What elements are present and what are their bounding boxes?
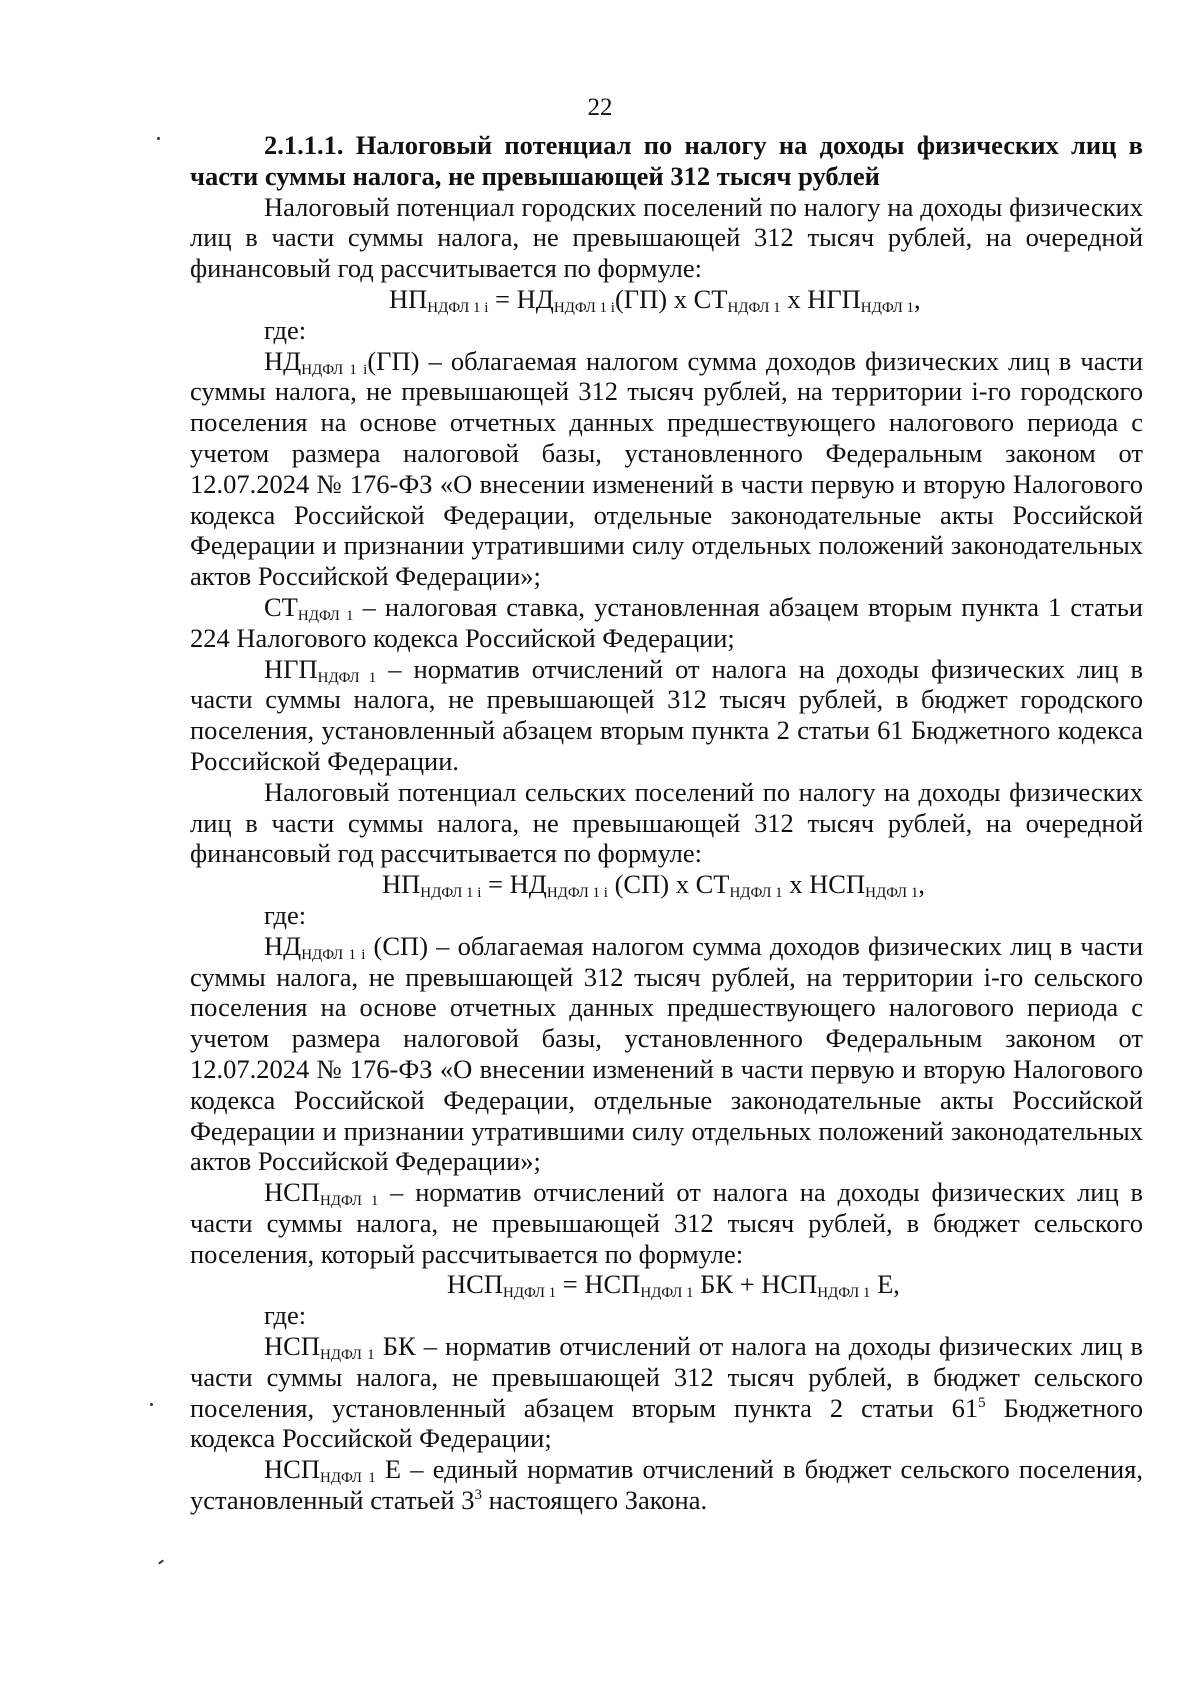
formula-subscript: НДФЛ 1 (865, 885, 919, 902)
formula-term: , (918, 869, 925, 900)
formula-nsp (190, 1269, 1143, 1300)
definition-subscript: НДФЛ 1 i (301, 361, 368, 378)
formula-subscript: НДФЛ 1 i (546, 885, 608, 902)
definition-symbol: НСП (264, 1177, 320, 1208)
formula-subscript: НДФЛ 1 (502, 1285, 557, 1302)
definition-subscript: НДФЛ 1 (319, 1470, 376, 1487)
formula-term: (ГП) х СТ (614, 283, 728, 314)
formula-term: х НСП (782, 869, 866, 900)
definition-nsp-e (190, 1454, 1143, 1516)
formula-subscript: НДФЛ 1 i (553, 299, 615, 316)
scan-speck (157, 137, 160, 140)
definition-subscript: НДФЛ 1 (317, 669, 377, 686)
definition-text: – облагаемая налогом сумма доходов физических лиц в части суммы налога, не превышающей 312 тысяч рублей, на территории i-го городского поселения на основе отчетных данных предшествующего налогового периода с учетом размера налоговой базы, установленного Федеральным законом от 12.07.2024 № 176-ФЗ «О внесении изменений в части первую и вторую Налогового кодекса Российской Федерации, отдельные законодательные акты Российской Федерации и признании утратившими силу отдельных положений законодательных актов Российской Федерации»; (190, 345, 1143, 592)
formula-term: НП (382, 869, 421, 900)
definition-text: – норматив отчислений от налога на доходы физических лиц в части суммы налога, не превышающей 312 тысяч рублей, в бюджет сельского поселения, который рассчитывается по формуле: (190, 1177, 1143, 1269)
definition-symbol-tail: (ГП) (367, 345, 420, 376)
formula-term: БК + НСП (693, 1269, 818, 1300)
definition-text: – единый норматив отчислений в бюджет сельского поселения, установленный статьей 3 (190, 1454, 1143, 1516)
scan-speck (158, 1559, 164, 1564)
scan-speck (150, 1403, 153, 1406)
formula-term: Е, (870, 1269, 900, 1300)
formula-urban (190, 284, 1143, 315)
definition-subscript: НДФЛ 1 (319, 1347, 375, 1364)
formula-subscript: НДФЛ 1 (817, 1285, 871, 1302)
formula-subscript: НДФЛ 1 (860, 299, 915, 316)
paragraph-rural-intro: Налоговый потенциал сельских поселений по налогу на доходы физических лиц в части суммы налога, не превышающей 312 тысяч рублей, на очередной финансовый год рассчитывается по формуле: (190, 776, 1143, 869)
section-heading: 2.1.1.1. Налоговый потенциал по налогу на доходы физических лиц в части суммы налога, не превышающей 312 тысяч рублей (190, 130, 1143, 191)
formula-term: НСП (447, 1269, 503, 1300)
where-label: где: (264, 314, 307, 345)
definition-symbol-tail: (СП) (365, 930, 429, 961)
formula-term: , (914, 283, 921, 314)
definition-st (190, 592, 1143, 654)
page-number: 22 (587, 94, 613, 121)
definition-symbol: НСП (264, 1454, 320, 1485)
definition-text: настоящего Закона. (481, 1485, 708, 1516)
definition-subscript: НДФЛ 1 (297, 607, 354, 624)
definition-text: Бюджетного кодекса Российской Федерации; (190, 1392, 1143, 1454)
definition-symbol-tail: Е (375, 1454, 402, 1485)
formula-rural (190, 869, 1143, 900)
definition-text: – облагаемая налогом сумма доходов физических лиц в части суммы налога, не превышающей 312 тысяч рублей, на территории i-го сельского поселения на основе отчетных данных предшествующего налогового периода с учетом размера налоговой базы, установленного Федеральным законом от 12.07.2024 № 176-ФЗ «О внесении изменений в части первую и вторую Налогового кодекса Российской Федерации, отдельные законодательные акты Российской Федерации и признании утратившими силу отдельных положений законодательных актов Российской Федерации»; (190, 930, 1143, 1177)
paragraph-urban-intro: Налоговый потенциал городских поселений по налогу на доходы физических лиц в части суммы налога, не превышающей 312 тысяч рублей, на очередной финансовый год рассчитывается по формуле: (190, 191, 1143, 284)
definition-nd-gp (190, 346, 1143, 592)
definition-symbol: НГП (264, 653, 318, 684)
definition-symbol-tail: БК (374, 1331, 416, 1362)
formula-subscript: НДФЛ 1 i (420, 885, 482, 902)
formula-subscript: НДФЛ 1 (727, 299, 781, 316)
definition-nsp-bk (190, 1331, 1143, 1454)
definition-symbol: НД (264, 930, 302, 961)
formula-subscript: НДФЛ 1 (729, 885, 783, 902)
formula-term: = НД (488, 283, 554, 314)
formula-term: (СП) х СТ (607, 869, 730, 900)
definition-subscript: НДФЛ 1 (319, 1193, 379, 1210)
definition-symbol: НСП (264, 1331, 320, 1362)
document-body (190, 130, 1143, 1516)
article-superscript: 5 (978, 1394, 986, 1411)
article-superscript: 3 (474, 1487, 482, 1504)
formula-term: = НСП (556, 1269, 641, 1300)
definition-symbol: СТ (264, 591, 298, 622)
formula-term: х НГП (780, 283, 861, 314)
definition-text: – налоговая ставка, установленная абзацем вторым пункта 1 статьи 224 Налогового кодекса Российской Федерации; (190, 591, 1143, 653)
definition-nd-sp (190, 931, 1143, 1177)
definition-ngp (190, 654, 1143, 777)
definition-symbol: НД (264, 345, 302, 376)
where-label: где: (264, 899, 307, 930)
definition-text: – норматив отчислений от налога на доходы физических лиц в части суммы налога, не превышающей 312 тысяч рублей, в бюджет сельского поселения, установленный абзацем вторым пункта 2 статьи 61 (190, 1331, 1143, 1423)
formula-term: = НД (481, 869, 547, 900)
formula-subscript: НДФЛ 1 i (427, 299, 489, 316)
definition-subscript: НДФЛ 1 i (301, 946, 366, 963)
where-label: где: (264, 1300, 307, 1331)
definition-nsp (190, 1177, 1143, 1269)
formula-term: НП (389, 283, 428, 314)
formula-subscript: НДФЛ 1 (640, 1285, 694, 1302)
definition-text: – норматив отчислений от налога на доходы физических лиц в части суммы налога, не превышающей 312 тысяч рублей, в бюджет городского поселения, установленный абзацем вторым пункта 2 статьи 61 Бюджетного кодекса Российской Федерации. (190, 653, 1144, 776)
